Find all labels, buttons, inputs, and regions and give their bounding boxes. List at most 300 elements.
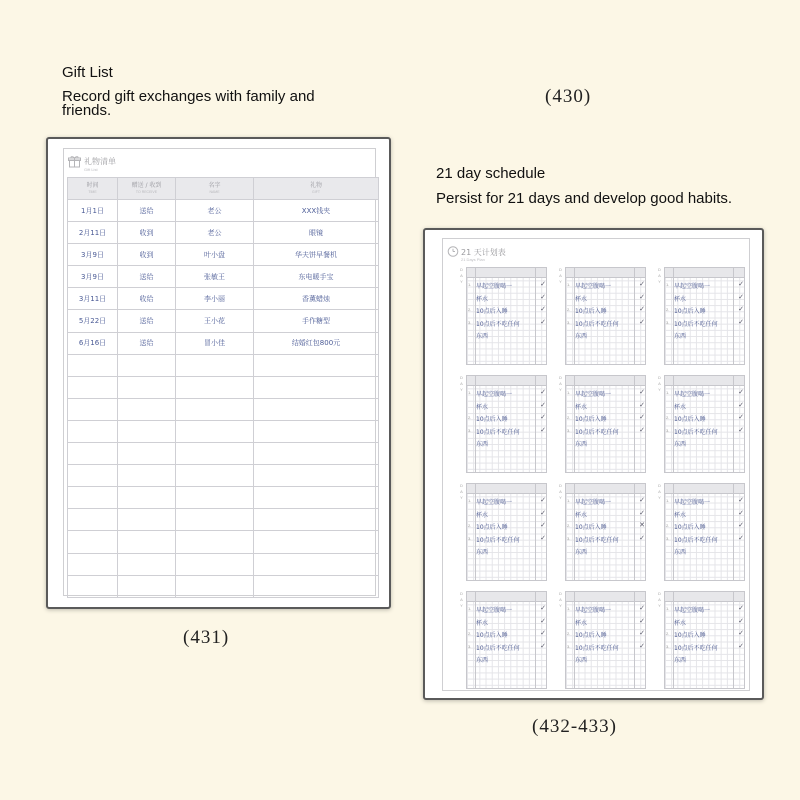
check-mark-icon: ✓ xyxy=(540,318,546,326)
day-label: D A Y xyxy=(658,267,661,284)
check-mark-icon: ✓ xyxy=(738,522,744,529)
gift-cell-time: 1月1日 xyxy=(68,200,118,222)
day-grid xyxy=(664,267,745,365)
gift-list-sheet xyxy=(63,148,376,596)
gift-cell-empty xyxy=(176,487,254,509)
gift-sheet-subtitle: Gift List xyxy=(84,167,98,172)
item-text: 10点后入睡 xyxy=(674,632,706,639)
check-mark-icon: ✓ xyxy=(738,509,744,517)
gift-table-header xyxy=(68,178,379,200)
day-grid xyxy=(466,483,547,581)
gift-cell-time: 3月11日 xyxy=(68,288,118,310)
gift-cell-empty xyxy=(254,354,379,376)
day-block xyxy=(655,375,745,473)
check-mark-icon: ✓ xyxy=(639,318,645,326)
list-item xyxy=(467,293,548,303)
list-item xyxy=(566,509,647,519)
gift-cell-empty xyxy=(176,575,254,597)
item-text: 早起空腹喝一 xyxy=(476,607,513,614)
gift-cell-empty xyxy=(254,465,379,487)
item-text: 10点后入睡 xyxy=(476,416,508,423)
gift-cell-empty xyxy=(68,420,118,442)
check-mark-icon: ✓ xyxy=(738,389,744,396)
item-text: 早起空腹喝一 xyxy=(575,499,612,506)
item-number: 3. xyxy=(666,535,670,541)
list-item xyxy=(665,629,746,639)
table-row-empty xyxy=(68,443,379,465)
item-number: 2. xyxy=(567,415,571,420)
list-item xyxy=(665,617,746,627)
gift-cell-empty xyxy=(118,575,176,597)
check-mark-icon: ✓ xyxy=(540,509,546,517)
item-text: 杯水 xyxy=(674,511,687,519)
check-mark-icon: ✓ xyxy=(540,605,546,612)
item-number: 2. xyxy=(468,415,472,420)
item-text: 杯水 xyxy=(476,295,489,303)
item-text: 早起空腹喝一 xyxy=(575,607,612,614)
item-number: 2. xyxy=(468,631,472,636)
item-text: 10点后不吃任何 xyxy=(674,644,718,652)
list-item xyxy=(665,318,746,328)
check-mark-icon: ✓ xyxy=(540,522,546,529)
day-block xyxy=(655,483,745,581)
day-label: D A Y xyxy=(559,591,562,608)
check-mark-icon: ✓ xyxy=(738,617,744,625)
item-text: 10点后不吃任何 xyxy=(476,320,520,328)
item-text: 东西 xyxy=(476,549,489,556)
table-row xyxy=(68,310,379,332)
table-row-empty xyxy=(68,531,379,553)
check-mark-icon: ✓ xyxy=(540,630,546,637)
day-block xyxy=(556,375,646,473)
check-mark-icon: ✓ xyxy=(540,642,546,650)
list-item xyxy=(566,642,647,652)
item-number: 1. xyxy=(567,282,571,287)
item-number: 1. xyxy=(468,498,472,503)
day-block xyxy=(457,267,547,365)
item-number: 3. xyxy=(468,427,472,433)
list-item xyxy=(467,534,548,544)
schedule-heading: 21 day schedule xyxy=(436,165,546,182)
item-text: 东西 xyxy=(674,657,687,664)
check-mark-icon: ✓ xyxy=(540,389,546,396)
item-text: 10点后入睡 xyxy=(575,524,607,531)
item-text: 杯水 xyxy=(575,295,588,303)
list-item xyxy=(665,438,746,448)
gift-cell-empty xyxy=(118,553,176,575)
check-mark-icon: ✓ xyxy=(738,281,744,288)
gift-cell-name: 老公 xyxy=(176,200,254,222)
item-number: 2. xyxy=(468,523,472,528)
list-item xyxy=(566,330,647,340)
item-text: 东西 xyxy=(476,657,489,664)
day-block xyxy=(655,591,745,689)
list-item xyxy=(665,521,746,531)
check-mark-icon: ✓ xyxy=(639,497,645,504)
item-text: 早起空腹喝一 xyxy=(476,391,513,398)
day-label: D A Y xyxy=(460,267,463,284)
day-grid xyxy=(466,591,547,689)
list-item xyxy=(566,654,647,664)
list-item xyxy=(467,438,548,448)
item-number: 2. xyxy=(468,307,472,312)
check-mark-icon: ✓ xyxy=(639,605,645,612)
day-label: D A Y xyxy=(658,375,661,392)
page-number-430: (430) xyxy=(545,86,592,107)
list-item xyxy=(566,280,647,290)
list-item xyxy=(467,617,548,627)
gift-cell-empty xyxy=(68,531,118,553)
gift-cell-type: 送给 xyxy=(118,310,176,332)
table-row-empty xyxy=(68,354,379,376)
gift-cell-empty xyxy=(176,376,254,398)
check-mark-icon: ✓ xyxy=(540,534,546,542)
day-block xyxy=(457,483,547,581)
gift-cell-time: 3月9日 xyxy=(68,244,118,266)
item-number: 3. xyxy=(567,319,571,325)
check-mark-icon: ✓ xyxy=(639,293,645,301)
check-mark-icon: ✓ xyxy=(540,306,546,313)
schedule-sheet-title: 21 天计划表 xyxy=(461,248,506,257)
schedule-grid xyxy=(443,239,751,692)
gift-cell-gift: 华夫饼早餐机 xyxy=(254,244,379,266)
item-text: 杯水 xyxy=(674,295,687,303)
gift-cell-empty xyxy=(118,376,176,398)
item-text: 10点后不吃任何 xyxy=(575,428,619,436)
item-text: 10点后入睡 xyxy=(476,308,508,315)
list-item xyxy=(665,546,746,556)
item-text: 杯水 xyxy=(575,511,588,519)
check-mark-icon: ✓ xyxy=(540,281,546,288)
item-number: 2. xyxy=(567,631,571,636)
column-header-gift: 礼物 GIFT xyxy=(254,178,379,200)
gift-cell-empty xyxy=(118,465,176,487)
item-number: 1. xyxy=(567,498,571,503)
day-block xyxy=(655,267,745,365)
list-item xyxy=(566,438,647,448)
list-item xyxy=(566,521,647,531)
item-text: 东西 xyxy=(476,333,489,340)
gift-cell-empty xyxy=(176,354,254,376)
schedule-sheet-subtitle: 21 Days Plan xyxy=(461,257,485,262)
check-mark-icon: ✕ xyxy=(639,522,645,529)
table-row-empty xyxy=(68,398,379,420)
table-row-empty xyxy=(68,376,379,398)
item-number: 1. xyxy=(468,606,472,611)
check-mark-icon: ✓ xyxy=(540,497,546,504)
list-item xyxy=(467,546,548,556)
table-row-empty xyxy=(68,509,379,531)
check-mark-icon: ✓ xyxy=(738,318,744,326)
gift-cell-empty xyxy=(68,376,118,398)
list-item xyxy=(566,534,647,544)
list-item xyxy=(467,280,548,290)
gift-cell-empty xyxy=(254,531,379,553)
check-mark-icon: ✓ xyxy=(738,306,744,313)
day-grid xyxy=(565,375,646,473)
item-number: 2. xyxy=(666,631,670,636)
table-row-empty xyxy=(68,487,379,509)
day-grid xyxy=(664,591,745,689)
day-grid xyxy=(664,375,745,473)
table-row xyxy=(68,332,379,354)
item-text: 东西 xyxy=(575,549,588,556)
day-block xyxy=(457,591,547,689)
item-number: 2. xyxy=(666,307,670,312)
item-text: 早起空腹喝一 xyxy=(674,607,711,614)
list-item xyxy=(566,629,647,639)
item-text: 东西 xyxy=(476,441,489,448)
item-number: 3. xyxy=(666,643,670,649)
gift-cell-empty xyxy=(68,553,118,575)
gift-cell-type: 送给 xyxy=(118,332,176,354)
gift-cell-type: 送给 xyxy=(118,200,176,222)
table-row-empty xyxy=(68,420,379,442)
check-mark-icon: ✓ xyxy=(738,497,744,504)
item-text: 早起空腹喝一 xyxy=(575,283,612,290)
item-number: 1. xyxy=(666,282,670,287)
item-text: 10点后入睡 xyxy=(476,632,508,639)
gift-cell-empty xyxy=(176,398,254,420)
gift-cell-time: 6月16日 xyxy=(68,332,118,354)
item-text: 早起空腹喝一 xyxy=(674,499,711,506)
table-row xyxy=(68,222,379,244)
item-number: 3. xyxy=(468,319,472,325)
item-text: 10点后入睡 xyxy=(575,416,607,423)
table-row-empty xyxy=(68,575,379,597)
gift-cell-empty xyxy=(118,531,176,553)
check-mark-icon: ✓ xyxy=(738,401,744,409)
gift-cell-name: 叶小盘 xyxy=(176,244,254,266)
check-mark-icon: ✓ xyxy=(540,426,546,434)
list-item xyxy=(467,388,548,398)
gift-cell-empty xyxy=(118,509,176,531)
gift-cell-empty xyxy=(176,465,254,487)
gift-cell-empty xyxy=(176,553,254,575)
gift-cell-gift: 手作糖型 xyxy=(254,310,379,332)
table-row-empty xyxy=(68,553,379,575)
day-label: D A Y xyxy=(658,483,661,500)
item-text: 10点后不吃任何 xyxy=(476,644,520,652)
gift-cell-empty xyxy=(254,398,379,420)
check-mark-icon: ✓ xyxy=(639,642,645,650)
item-number: 3. xyxy=(567,643,571,649)
gift-list-description: Record gift exchanges with family and friends. xyxy=(62,88,315,119)
item-text: 10点后不吃任何 xyxy=(575,536,619,544)
item-text: 早起空腹喝一 xyxy=(674,283,711,290)
check-mark-icon: ✓ xyxy=(540,293,546,301)
item-number: 2. xyxy=(567,523,571,528)
gift-cell-type: 收给 xyxy=(118,288,176,310)
list-item xyxy=(467,496,548,506)
list-item xyxy=(467,401,548,411)
list-item xyxy=(566,401,647,411)
item-text: 杯水 xyxy=(575,619,588,627)
list-item xyxy=(467,413,548,423)
item-number: 3. xyxy=(666,319,670,325)
list-item xyxy=(467,318,548,328)
day-label: D A Y xyxy=(460,591,463,608)
schedule-description: Persist for 21 days and develop good habits. xyxy=(436,190,733,207)
list-item xyxy=(665,496,746,506)
check-mark-icon: ✓ xyxy=(639,630,645,637)
list-item xyxy=(566,305,647,315)
item-text: 早起空腹喝一 xyxy=(575,391,612,398)
day-block xyxy=(556,483,646,581)
day-label: D A Y xyxy=(460,483,463,500)
check-mark-icon: ✓ xyxy=(639,509,645,517)
gift-cell-empty xyxy=(118,487,176,509)
list-item xyxy=(665,330,746,340)
day-label: D A Y xyxy=(559,375,562,392)
list-item xyxy=(467,654,548,664)
list-item xyxy=(665,280,746,290)
gift-cell-time: 2月11日 xyxy=(68,222,118,244)
item-number: 1. xyxy=(567,390,571,395)
column-header-name: 名字 NAME xyxy=(176,178,254,200)
gift-cell-gift: 香薰蜡烛 xyxy=(254,288,379,310)
item-number: 2. xyxy=(567,307,571,312)
list-item xyxy=(566,318,647,328)
list-item xyxy=(467,330,548,340)
gift-cell-empty xyxy=(254,487,379,509)
item-number: 3. xyxy=(468,643,472,649)
item-text: 早起空腹喝一 xyxy=(476,499,513,506)
item-text: 10点后不吃任何 xyxy=(575,644,619,652)
column-header-time: 时间 TIME xyxy=(68,178,118,200)
gift-cell-type: 收到 xyxy=(118,244,176,266)
list-item xyxy=(665,604,746,614)
day-grid xyxy=(565,591,646,689)
item-text: 10点后不吃任何 xyxy=(674,320,718,328)
list-item xyxy=(665,534,746,544)
check-mark-icon: ✓ xyxy=(639,401,645,409)
table-row xyxy=(68,288,379,310)
check-mark-icon: ✓ xyxy=(738,642,744,650)
item-text: 10点后入睡 xyxy=(674,524,706,531)
check-mark-icon: ✓ xyxy=(738,426,744,434)
item-number: 1. xyxy=(567,606,571,611)
list-item xyxy=(566,426,647,436)
item-text: 东西 xyxy=(575,441,588,448)
gift-cell-time: 5月22日 xyxy=(68,310,118,332)
item-number: 2. xyxy=(666,523,670,528)
gift-table-body xyxy=(68,200,379,598)
item-text: 东西 xyxy=(575,333,588,340)
table-row xyxy=(68,266,379,288)
column-header-type: 赠送 / 收到 TO RECEIVE xyxy=(118,178,176,200)
check-mark-icon: ✓ xyxy=(540,414,546,421)
item-number: 3. xyxy=(567,427,571,433)
day-label: D A Y xyxy=(559,267,562,284)
gift-cell-empty xyxy=(176,443,254,465)
gift-cell-empty xyxy=(68,354,118,376)
day-grid xyxy=(664,483,745,581)
list-item xyxy=(665,509,746,519)
list-item xyxy=(467,426,548,436)
item-text: 10点后入睡 xyxy=(575,308,607,315)
list-item xyxy=(665,654,746,664)
check-mark-icon: ✓ xyxy=(738,414,744,421)
item-text: 东西 xyxy=(674,333,687,340)
day-label: D A Y xyxy=(559,483,562,500)
gift-cell-empty xyxy=(176,509,254,531)
gift-cell-name: 老公 xyxy=(176,222,254,244)
gift-cell-empty xyxy=(118,420,176,442)
item-text: 10点后不吃任何 xyxy=(674,428,718,436)
item-text: 10点后不吃任何 xyxy=(476,428,520,436)
list-item xyxy=(665,426,746,436)
item-text: 杯水 xyxy=(674,619,687,627)
item-number: 3. xyxy=(567,535,571,541)
day-grid xyxy=(466,267,547,365)
gift-cell-empty xyxy=(254,575,379,597)
list-item xyxy=(566,413,647,423)
gift-cell-empty xyxy=(254,376,379,398)
schedule-card xyxy=(423,228,764,700)
gift-cell-gift: 结婚红包800元 xyxy=(254,332,379,354)
day-block xyxy=(556,267,646,365)
list-item xyxy=(467,629,548,639)
check-mark-icon: ✓ xyxy=(738,293,744,301)
item-text: 10点后不吃任何 xyxy=(575,320,619,328)
gift-cell-empty xyxy=(176,420,254,442)
item-number: 1. xyxy=(666,390,670,395)
list-item xyxy=(467,509,548,519)
list-item xyxy=(566,546,647,556)
item-text: 东西 xyxy=(674,549,687,556)
day-grid xyxy=(466,375,547,473)
list-item xyxy=(665,293,746,303)
list-item xyxy=(566,293,647,303)
list-item xyxy=(467,521,548,531)
item-text: 杯水 xyxy=(476,403,489,411)
gift-cell-name: 李小丽 xyxy=(176,288,254,310)
item-text: 10点后入睡 xyxy=(476,524,508,531)
check-mark-icon: ✓ xyxy=(639,281,645,288)
gift-cell-empty xyxy=(118,354,176,376)
item-text: 10点后入睡 xyxy=(674,308,706,315)
gift-cell-empty xyxy=(254,553,379,575)
gift-list-heading: Gift List xyxy=(62,64,113,81)
gift-cell-empty xyxy=(254,420,379,442)
check-mark-icon: ✓ xyxy=(738,605,744,612)
gift-cell-empty xyxy=(68,443,118,465)
gift-cell-empty xyxy=(68,509,118,531)
table-row xyxy=(68,244,379,266)
gift-cell-empty xyxy=(118,398,176,420)
gift-cell-type: 送给 xyxy=(118,266,176,288)
list-item xyxy=(566,617,647,627)
gift-cell-gift: 东电暖手宝 xyxy=(254,266,379,288)
gift-cell-gift: 眼镜 xyxy=(254,222,379,244)
item-number: 1. xyxy=(666,606,670,611)
gift-cell-name: 张敏王 xyxy=(176,266,254,288)
list-item xyxy=(566,388,647,398)
check-mark-icon: ✓ xyxy=(639,534,645,542)
gift-cell-empty xyxy=(68,487,118,509)
gift-sheet-title: 礼物清单 xyxy=(84,157,116,166)
item-text: 杯水 xyxy=(476,619,489,627)
gift-cell-gift: XXX钱夹 xyxy=(254,200,379,222)
item-text: 早起空腹喝一 xyxy=(674,391,711,398)
item-text: 杯水 xyxy=(476,511,489,519)
gift-table xyxy=(67,177,379,598)
gift-cell-empty xyxy=(176,531,254,553)
check-mark-icon: ✓ xyxy=(639,306,645,313)
day-grid xyxy=(565,483,646,581)
day-label: D A Y xyxy=(658,591,661,608)
